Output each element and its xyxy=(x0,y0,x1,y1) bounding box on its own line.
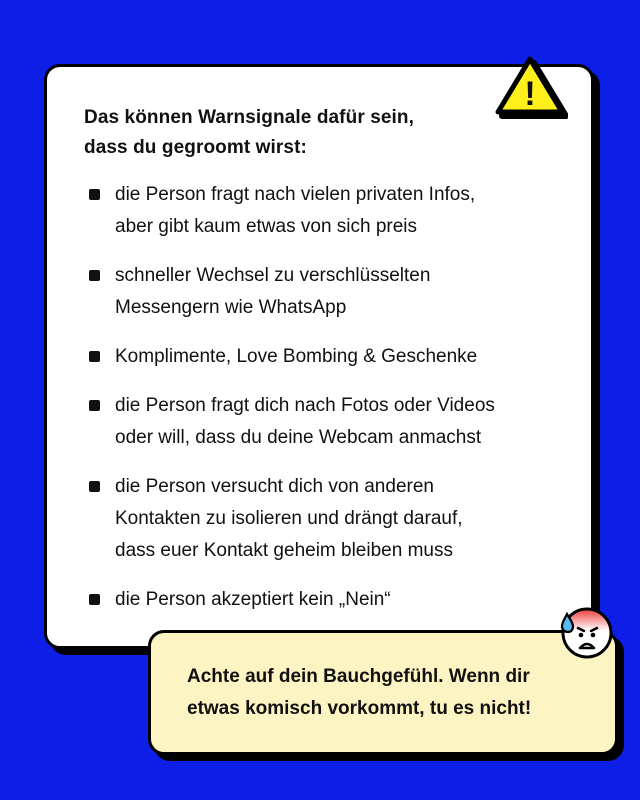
warning-triangle-icon xyxy=(492,50,568,120)
gut-feeling-callout xyxy=(148,630,618,755)
bullet-icon xyxy=(89,594,100,605)
list-item-text: die Person fragt dich nach Fotos oder Videos oder will, dass du deine Webcam anmachst xyxy=(115,395,495,448)
bullet-icon xyxy=(89,481,100,492)
warning-signs-card xyxy=(44,64,594,649)
anxious-sweat-face-icon xyxy=(558,604,614,660)
bullet-icon xyxy=(89,351,100,362)
bullet-icon xyxy=(89,400,100,411)
list-item-text: schneller Wechsel zu verschlüsselten Messengern wie WhatsApp xyxy=(115,265,431,318)
warning-symbol: ! xyxy=(524,75,536,113)
list-item-text: die Person akzeptiert kein „Nein“ xyxy=(115,589,391,610)
callout-text: Achte auf dein Bauchgefühl. Wenn dir etwas komisch vorkommt, tu es nicht! xyxy=(187,666,532,719)
list-item-text: die Person versucht dich von anderen Kontakten zu isolieren und drängt darauf, dass euer Kontakt geheim bleiben muss xyxy=(115,476,463,561)
list-item-text: Komplimente, Love Bombing & Geschenke xyxy=(115,346,478,367)
card-title: Das können Warnsignale dafür sein, dass du gegroomt wirst: xyxy=(84,107,414,158)
bullet-icon xyxy=(89,270,100,281)
list-item-text: die Person fragt nach vielen privaten Infos, aber gibt kaum etwas von sich preis xyxy=(115,184,476,237)
bullet-icon xyxy=(89,189,100,200)
